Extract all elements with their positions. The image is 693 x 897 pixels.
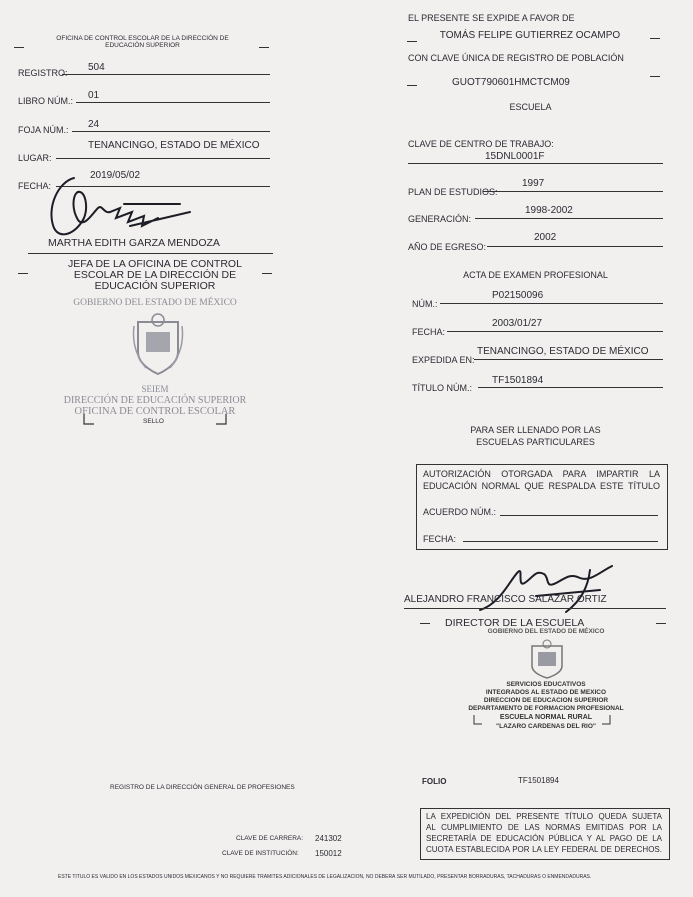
left-signer-title: JEFA DE LA OFICINA DE CONTROL ESCOLAR DE LA DIRECCIÓN DE EDUCACIÓN SUPERIOR (68, 258, 242, 292)
certificate-page: OFICINA DE CONTROL ESCOLAR DE LA DIRECCIÓN DE EDUCACIÓN SUPERIOR REGISTRO: 504 LIBRO NÚM.: 01 FOJA NÚM.: 24 LUGAR: TENANCINGO, ESTADO DE MÉXICO FECHA: 2019/05/02 MARTHA EDITH GARZA MENDOZA JEFA DE LA OFICINA DE CONTROL ESCOLAR DE LA DIRECCIÓN DE EDUCACIÓN SUPERIOR GOBIERNO DEL ESTADO DE MÉXICO SEIEM DIRECCIÓN DE EDUCACIÓN SUPERIOR OFICINA DE CONTROL ESCOLAR SELLO REGISTRO DE LA DIRECCIÓN GENERAL DE PROFESIONES CLAVE DE CARRERA: 241302 CLAVE DE INSTITUCIÓN: 150012 EL PRESENTE SE EXPIDE A FAVOR DE TOMÁS FELIPE GUTIERREZ OCAMPO CON CLAVE ÚNICA DE REGISTRO DE POBLACIÓN GUOT790601HMCTCM09 ESCUELA CLAVE DE CENTRO DE TRABAJO: 15DNL0001F PLAN DE ESTUDIOS: 1997 GENERACIÓN: 1998-2002 AÑO DE EGRESO: 2002 ACTA DE EXAMEN PROFESIONAL NÚM.: P02150096 FECHA: 2003/01/27 EXPEDIDA EN: TENANCINGO, ESTADO DE MÉXICO TÍTULO NÚM.: TF1501894 PARA SER LLENADO POR LAS ESCUELAS PARTICULARES AUTORIZACIÓN OTORGADA PARA IMPARTIR LA EDUCACIÓN NORMAL QUE RESPALDA ESTE TÍTULO ACUERDO NÚM.: FECHA: ALEJANDRO FRANCISCO SALAZAR ORTIZ DIRECTOR DE LA ESCUELA GOBIERNO DEL ESTADO DE MÉXICO SERVICIOS EDUCATIVOS INTEGRADOS AL ESTADO DE MEXICO DIRECCION DE EDUCACION SUPERIOR DEPARTAMENTO DE FORMACION PROFESIONAL ESCUELA NORMAL RURAL "LAZARO CARDENAS DEL RIO" FOLIO TF1501894 LA EXPEDICIÓN DEL PRESENTE TÍTULO QUEDA SUJETA AL CUMPLIMIENTO DE LAS NORMAS EMITIDAS POR LA SECRETARÍA DE EDUCACIÓN PÚBLICA Y AL PAGO DE LA CUOTA ESTABLECIDA POR LA LEY FEDERAL DE DERECHOS. ESTE TÍTULO ES VÁLIDO EN LOS ESTADOS UNIDOS MEXICANOS Y NO REQUIERE TRÁMITES ADICIONALES DE LEGALIZACIÓN, NO DEBERÁ SER MUTILADO, PRESENTAR BORRADURAS, TACHADURAS O ENMENDADURAS. (0, 0, 693, 897)
director-title: DIRECTOR DE LA ESCUELA (445, 617, 585, 629)
corner-mark (18, 273, 28, 274)
registro-value: 504 (88, 62, 105, 73)
fecha-value: 2019/05/02 (90, 170, 141, 181)
foja-value: 24 (88, 119, 100, 130)
libro-value: 01 (88, 90, 100, 101)
cct-label: CLAVE DE CENTRO DE TRABAJO: (408, 139, 554, 149)
corner-mark (656, 623, 666, 624)
escuela-label: ESCUELA (509, 102, 552, 112)
coat-of-arms-icon (528, 638, 566, 680)
signature-director (440, 560, 640, 620)
corner-mark (650, 76, 660, 77)
dgp-registry-label: REGISTRO DE LA DIRECCIÓN GENERAL DE PROFESIONES (110, 784, 295, 791)
corner-mark (407, 85, 417, 86)
curp-value: GUOT790601HMCTCM09 (452, 77, 570, 88)
corner-mark (420, 623, 430, 624)
director-name: ALEJANDRO FRANCISCO SALAZAR ORTIZ (404, 594, 607, 605)
expide-label: EL PRESENTE SE EXPIDE A FAVOR DE (408, 13, 575, 23)
coat-of-arms-icon (132, 312, 184, 376)
validity-footer: ESTE TÍTULO ES VÁLIDO EN LOS ESTADOS UNIDOS MEXICANOS Y NO REQUIERE TRÁMITES ADICIONALES DE LEGALIZACIÓN, NO DEBERÁ SER MUTILADO, PRESENTAR BORRADURAS, TACHADURAS O ENMENDADURAS. (58, 874, 592, 880)
cct-value: 15DNL0001F (485, 151, 545, 162)
left-signer-name: MARTHA EDITH GARZA MENDOZA (48, 237, 220, 249)
private-schools-note: PARA SER LLENADO POR LAS ESCUELAS PARTICULARES (470, 425, 601, 447)
corner-mark (259, 47, 269, 48)
corner-mark (407, 41, 417, 42)
acta-title: ACTA DE EXAMEN PROFESIONAL (463, 270, 608, 280)
lugar-value: TENANCINGO, ESTADO DE MÉXICO (88, 140, 260, 151)
signature-left (40, 168, 200, 248)
sello-label: SELLO (143, 418, 164, 425)
corner-mark (14, 47, 24, 48)
curp-label: CON CLAVE ÚNICA DE REGISTRO DE POBLACIÓN (408, 53, 624, 63)
stamp-bracket (472, 714, 612, 728)
recipient-name: TOMÁS FELIPE GUTIERREZ OCAMPO (439, 30, 621, 41)
office-header: OFICINA DE CONTROL ESCOLAR DE LA DIRECCIÓN DE EDUCACIÓN SUPERIOR (56, 35, 229, 49)
corner-mark (650, 38, 660, 39)
